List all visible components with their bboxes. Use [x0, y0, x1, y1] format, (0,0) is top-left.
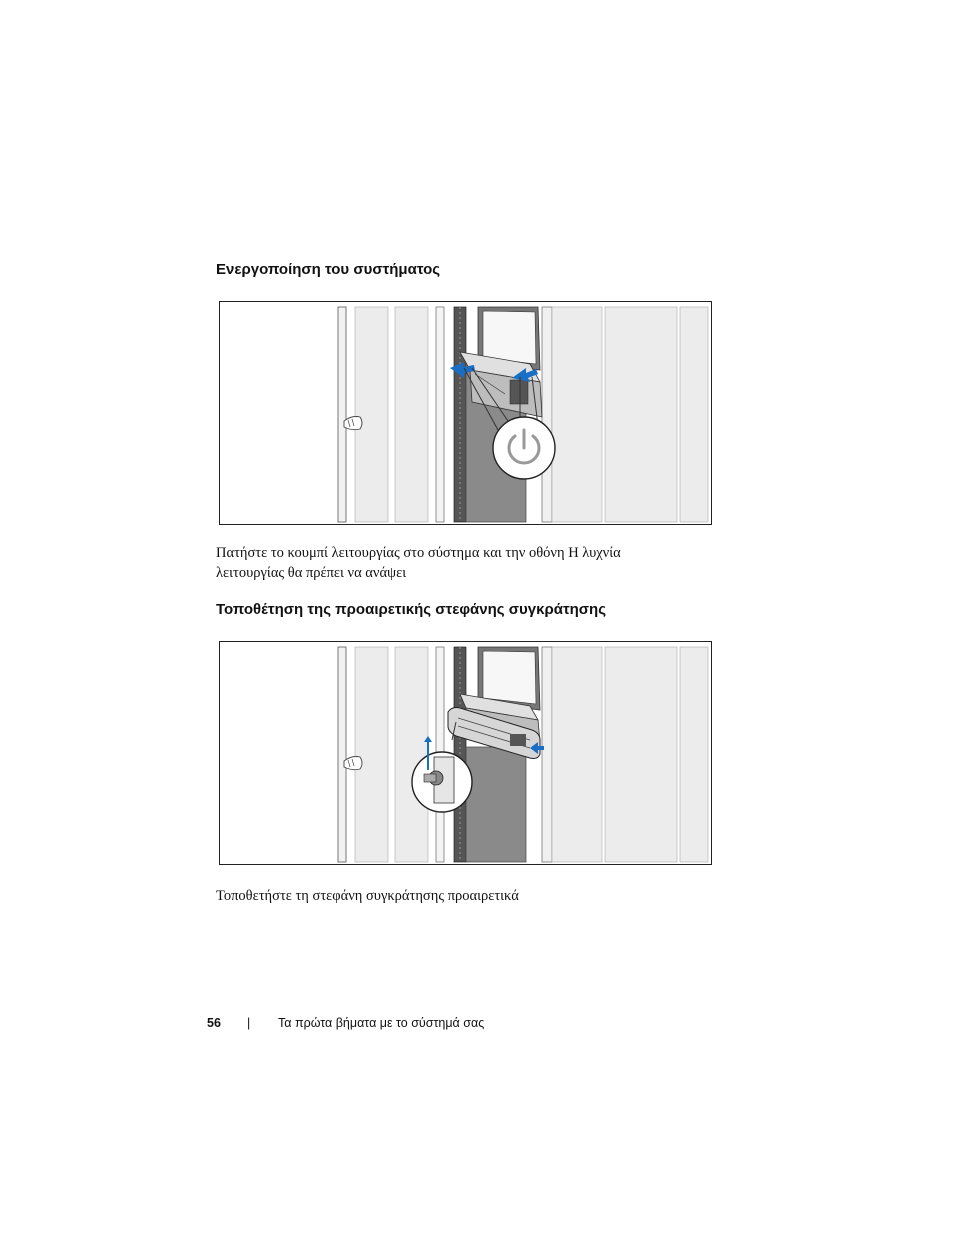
footer-title: Τα πρώτα βήματα με το σύστημά σας	[278, 1016, 485, 1030]
footer-separator: |	[247, 1016, 251, 1030]
power-icon	[493, 417, 555, 479]
figure-power-on-illustration	[219, 301, 712, 525]
rack-door-left	[338, 307, 428, 522]
caption-power-on	[216, 543, 716, 583]
caption-bezel-line-1: Τοποθετήστε τη στεφάνη συγκράτησης προαιρετικά	[216, 888, 519, 904]
section-heading-bezel: Τοποθέτηση της προαιρετικής στεφάνης συγκράτησης	[216, 601, 607, 618]
rack-frame	[436, 307, 708, 522]
section-heading-power-on: Ενεργοποίηση του συστήματος	[216, 261, 441, 278]
rack-frame	[436, 647, 708, 862]
page-number: 56	[207, 1016, 221, 1030]
caption-bezel	[216, 886, 716, 906]
figure-bezel-illustration	[219, 641, 712, 865]
rack-door-left	[338, 647, 428, 862]
caption-power-on-line-2: λειτουργίας θα πρέπει να ανάψει	[216, 565, 407, 581]
caption-power-on-line-1: Πατήστε το κουμπί λειτουργίας στο σύστημα και την οθόνη Η λυχνία	[216, 545, 621, 561]
